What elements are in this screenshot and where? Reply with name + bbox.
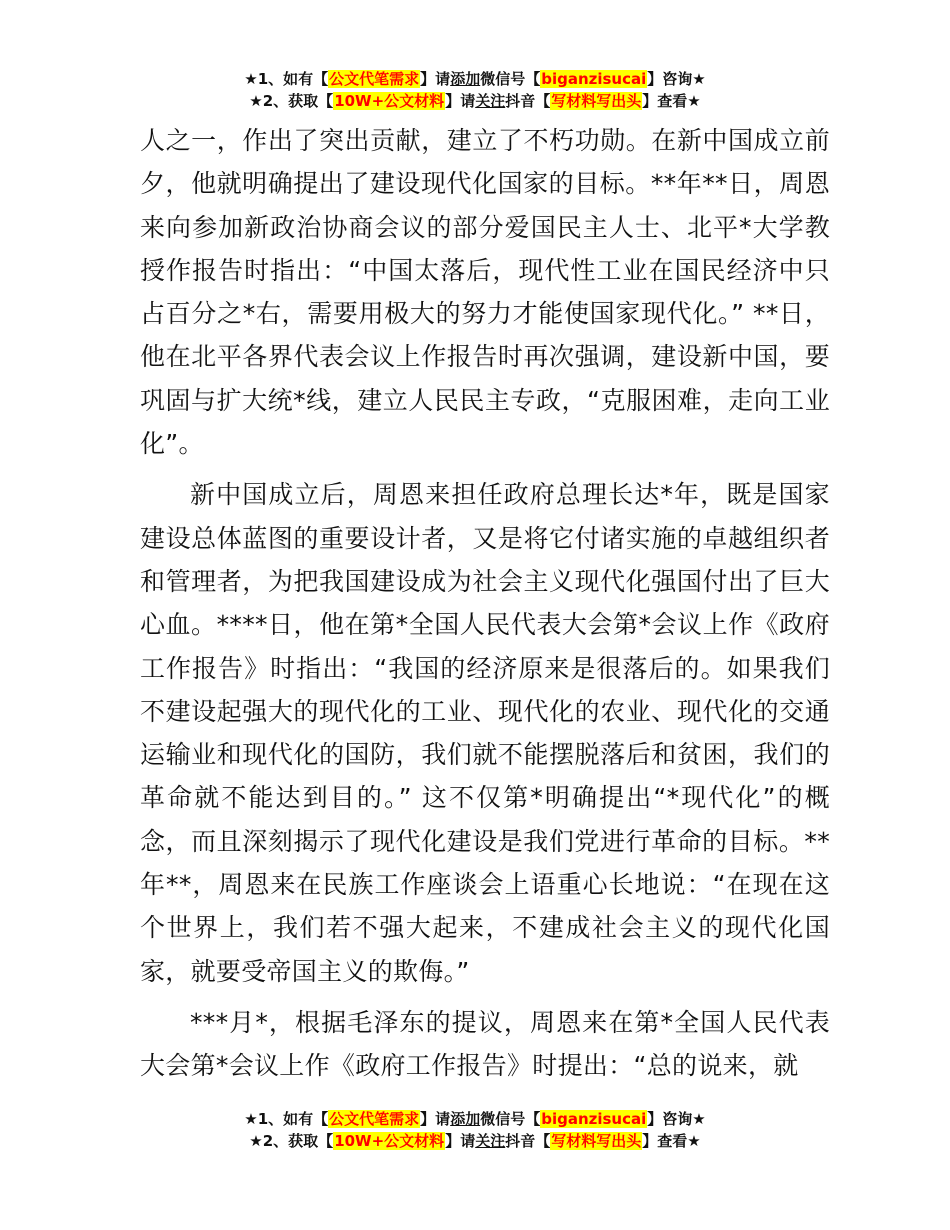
banner-text: 】咨询★ (647, 70, 706, 88)
banner-text: ★1、如有【 (244, 70, 329, 88)
banner-text: 微信号【 (480, 1110, 541, 1128)
banner-text: ★2、获取【 (249, 1132, 334, 1150)
banner-text: 】请 (445, 92, 476, 110)
banner-line-2 (0, 90, 950, 112)
footer-banner (0, 1108, 950, 1152)
paragraph: 新中国成立后，周恩来担任政府总理长达*年，既是国家建设总体蓝图的重要设计者，又是将它付诸实施的卓越组织者和管理者，为把我国建设成为社会主义现代化强国付出了巨大心血。****日，他在第*全国人民代表大会第*会议上作《政府工作报告》时指出：“我国的经济原来是很落后的。如果我们不建设起强大的现代化的工业、现代化的农业、现代化的交通运输业和现代化的国防，我们就不能摆脱落后和贫困，我们的革命就不能达到目的。” 这不仅第*明确提出“*现代化”的概念，而且深刻揭示了现代化建设是我们党进行革命的目标。**年**，周恩来在民族工作座谈会上语重心长地说：“在现在这个世界上，我们若不强大起来，不建成社会主义的现代化国家，就要受帝国主义的欺侮。” (140, 480, 830, 986)
banner-text: 抖音【 (505, 92, 551, 110)
banner-text: ★2、获取【 (249, 92, 334, 110)
banner-text: 】查看★ (642, 92, 701, 110)
banner-text: 微信号【 (480, 70, 541, 88)
banner-text: 】请 (420, 1110, 451, 1128)
banner-highlight-materials: 10W+公文材料 (334, 1132, 445, 1150)
banner-highlight-service: 公文代笔需求 (329, 70, 420, 88)
banner-emphasis: 添加 (450, 1110, 481, 1128)
header-banner (0, 68, 950, 112)
banner-highlight-douyin: 写材料写出头 (551, 1132, 642, 1150)
paragraph: 人之一，作出了突出贡献，建立了不朽功勋。在新中国成立前夕，他就明确提出了建设现代化国家的目标。**年**日，周恩来向参加新政治协商会议的部分爱国民主人士、北平*大学教授作报告时指出：“中国太落后，现代性工业在国民经济中只占百分之*右，需要用极大的努力才能使国家现代化。” **日，他在北平各界代表会议上作报告时再次强调，建设新中国，要巩固与扩大统*线，建立人民民主专政，“克服困难，走向工业化”。 (140, 126, 830, 459)
banner-highlight-douyin: 写材料写出头 (551, 92, 642, 110)
banner-highlight-service: 公文代笔需求 (329, 1110, 420, 1128)
banner-highlight-wechat-id: biganzisucai (541, 70, 647, 88)
banner-highlight-materials: 10W+公文材料 (334, 92, 445, 110)
paragraph: ***月*，根据毛泽东的提议，周恩来在第*全国人民代表大会第*会议上作《政府工作报告》时提出：“总的说来，就 (140, 1007, 830, 1081)
banner-emphasis: 关注 (475, 1132, 506, 1150)
banner-highlight-wechat-id: biganzisucai (541, 1110, 647, 1128)
banner-text: 抖音【 (505, 1132, 551, 1150)
banner-line-1 (0, 68, 950, 90)
banner-emphasis: 关注 (475, 92, 506, 110)
banner-text: 】请 (420, 70, 451, 88)
banner-text: 】查看★ (642, 1132, 701, 1150)
banner-line-2 (0, 1130, 950, 1152)
banner-text: 】咨询★ (647, 1110, 706, 1128)
banner-text: 】请 (445, 1132, 476, 1150)
banner-emphasis: 添加 (450, 70, 481, 88)
document-body (140, 119, 830, 1088)
banner-line-1 (0, 1108, 950, 1130)
banner-text: ★1、如有【 (244, 1110, 329, 1128)
